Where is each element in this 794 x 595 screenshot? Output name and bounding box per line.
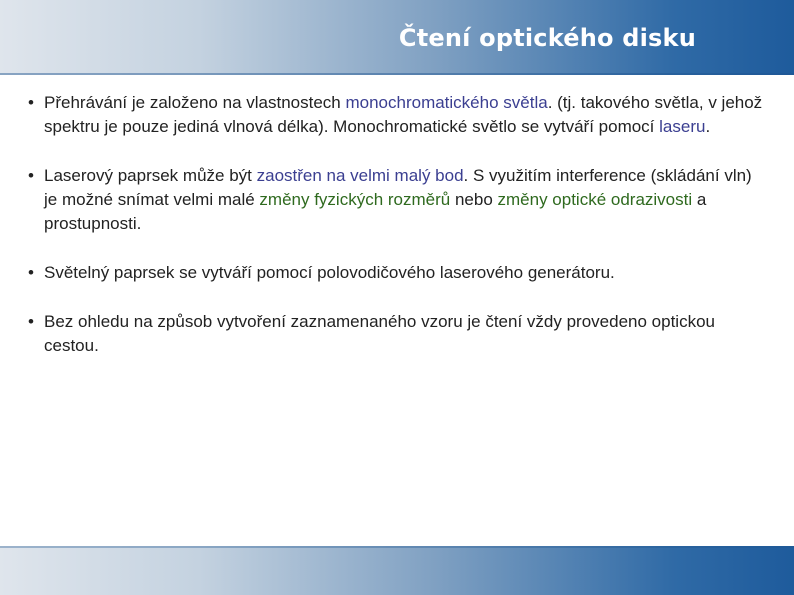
highlight-term: změny fyzických rozměrů — [259, 190, 451, 209]
bullet-text: nebo — [450, 190, 498, 209]
bullet-item — [28, 91, 768, 139]
header-bar — [0, 0, 794, 75]
bullet-text: Světelný paprsek se vytváří pomocí polovodičového laserového generátoru. — [44, 263, 615, 282]
bullet-text: a prostupnosti. — [44, 190, 707, 233]
bullet-marker: • — [28, 166, 34, 185]
bullet-item — [28, 310, 768, 358]
slide-title: Čtení optického disku — [398, 24, 696, 52]
bullet-marker: • — [28, 93, 34, 112]
bullet-text: . S využitím interference (skládání vln) je možné snímat velmi malé — [44, 166, 752, 209]
bullet-text: Bez ohledu na způsob vytvoření zaznamenaného vzoru je čtení vždy provedeno optickou cestou. — [44, 312, 715, 355]
bullet-marker: • — [28, 263, 34, 282]
bullet-text: . (tj. takového světla, v jehož spektru je pouze jediná vlnová délka). Monochromatické světlo se vytváří pomocí — [44, 93, 763, 136]
slide-content — [28, 91, 768, 383]
bullet-text: . — [705, 117, 711, 136]
highlight-term: zaostřen na velmi malý bod — [256, 166, 464, 185]
bullet-text: Laserový paprsek může být — [44, 166, 257, 185]
highlight-term: změny optické odrazivosti — [497, 190, 693, 209]
highlight-term: monochromatického světla — [345, 93, 548, 112]
bullet-marker: • — [28, 312, 34, 331]
footer-bar — [0, 546, 794, 595]
bullet-text: Přehrávání je založeno na vlastnostech — [44, 93, 346, 112]
highlight-term: laseru — [659, 117, 706, 136]
bullet-item — [28, 164, 768, 236]
bullet-item — [28, 261, 768, 285]
